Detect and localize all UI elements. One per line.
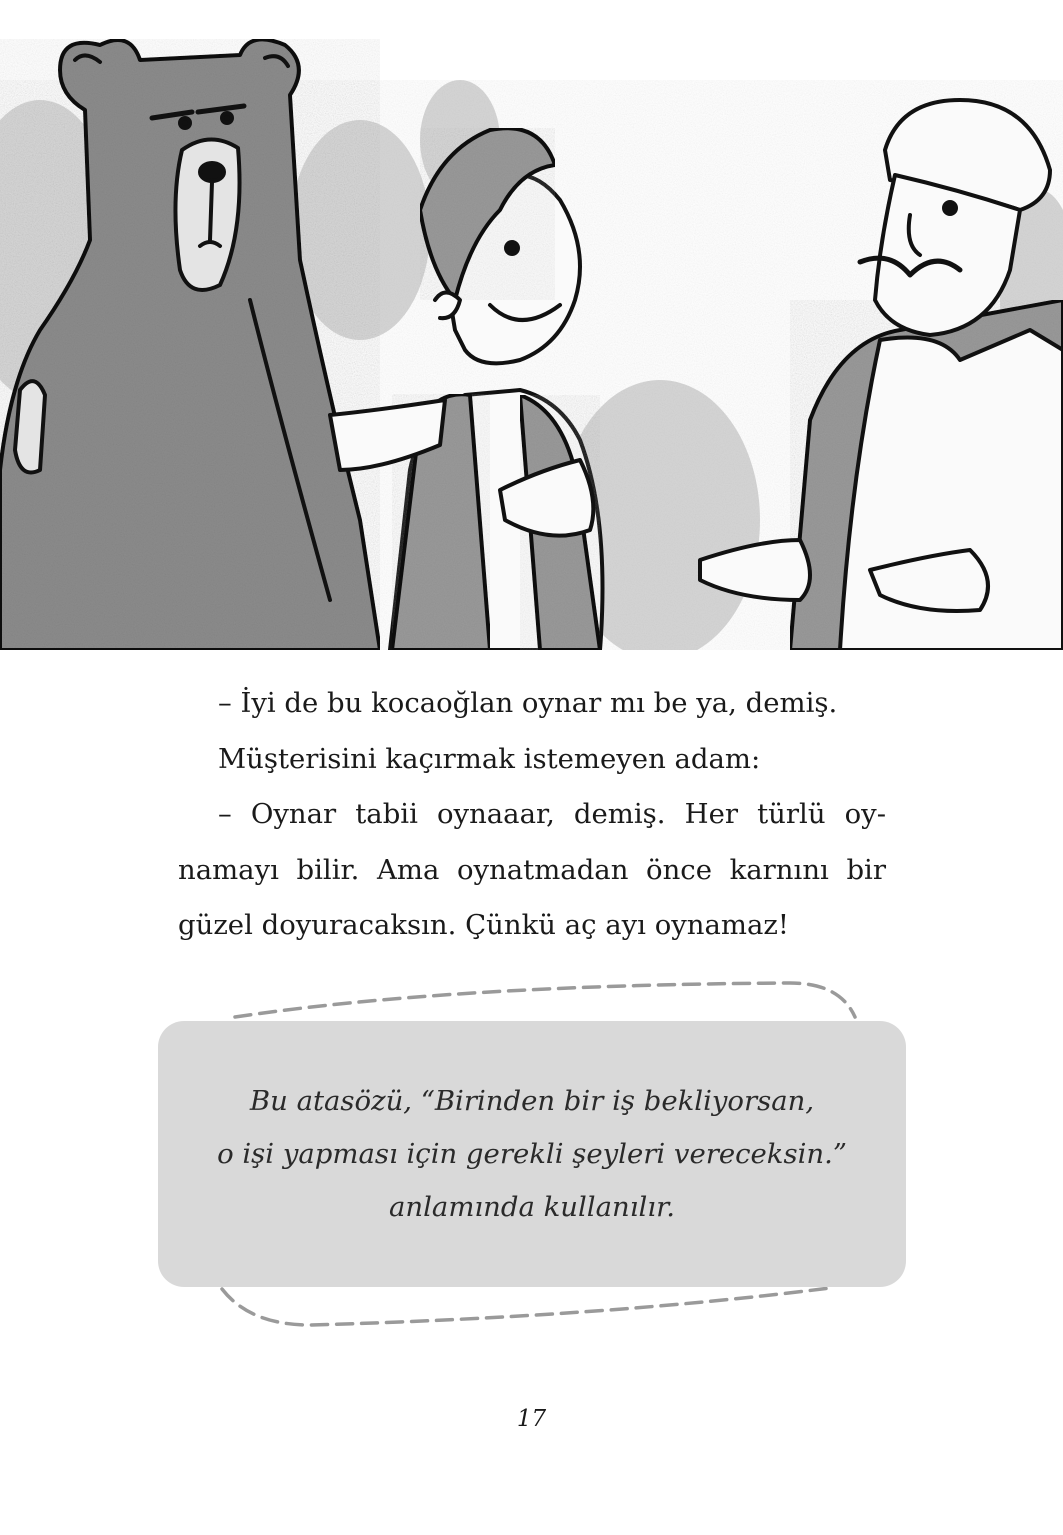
story-paragraph-3-line-3: güzel doyuracaksın. Çünkü aç ayı oynamaz!: [178, 909, 789, 941]
story-text: [178, 676, 886, 954]
note-line-2: o işi yapması için gerekli şeyleri vereceksin.”: [217, 1137, 847, 1170]
note-line-3: anlamında kullanılır.: [389, 1190, 675, 1223]
page-number: 17: [516, 1406, 547, 1432]
story-paragraph-1: – İyi de bu kocaoğlan oynar mı be ya, demiş.: [218, 687, 838, 719]
story-paragraph-3-line-1: – Oynar tabii oynaaar, demiş. Her türlü oy-: [218, 798, 886, 830]
story-illustration: [0, 0, 1063, 650]
story-paragraph-3-line-2: namayı bilir. Ama oynatmadan önce karnını bir: [178, 853, 886, 886]
story-paragraph-2: Müşterisini kaçırmak istemeyen adam:: [218, 742, 761, 775]
proverb-note-box: [158, 1021, 906, 1287]
note-line-1: Bu atasözü, “Birinden bir iş bekliyorsan,: [249, 1084, 815, 1117]
